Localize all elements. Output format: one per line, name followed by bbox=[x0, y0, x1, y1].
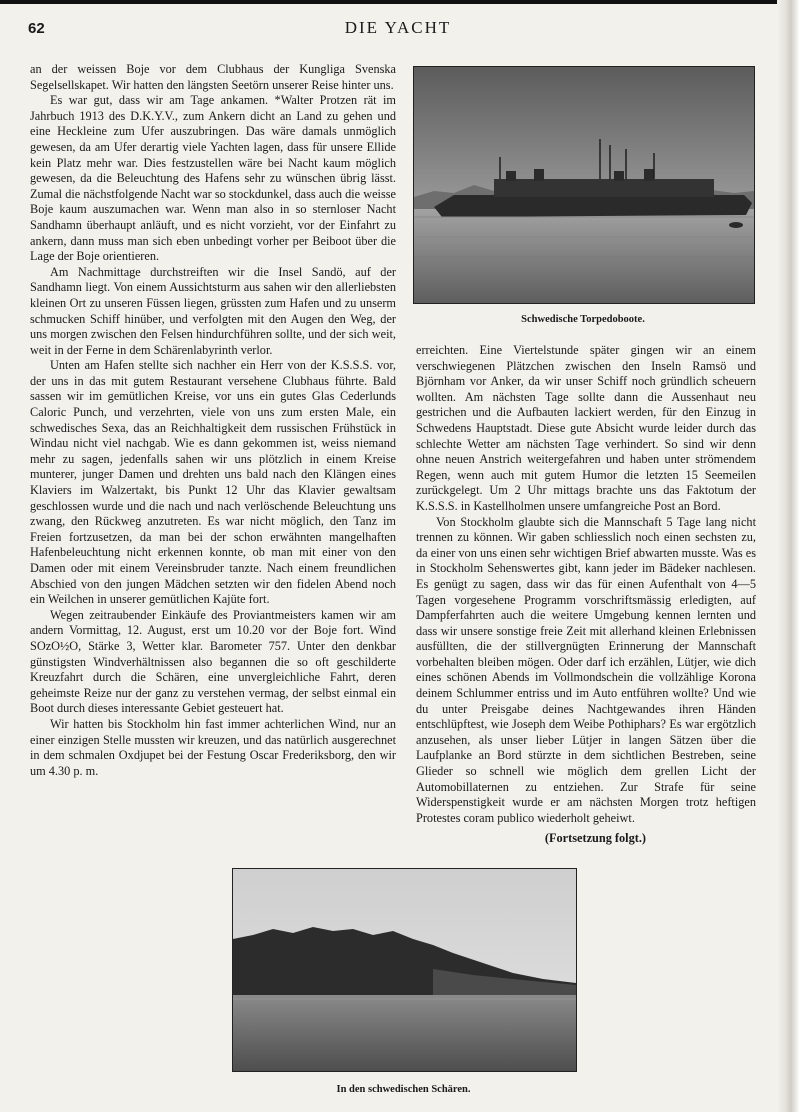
page-binding-edge bbox=[777, 0, 799, 1112]
torpedo-boats-caption: Schwedische Torpedoboote. bbox=[521, 314, 645, 325]
continuation-note: (Fortsetzung folgt.) bbox=[544, 831, 646, 846]
page-top-edge bbox=[0, 0, 799, 4]
paragraph: Unten am Hafen stellte sich nachher ein Herr von der K.S.S.S. vor, der uns in das mit gutem Restaurant versehene Clubhaus führte. Bald sassen wir im gemütlichen Kreise, vor uns ein gutes Glas Cederlunds Caloric Punch, und verzehrten, viele von uns zum ersten Male, ein schwedisches Sexa, das an Reichhaltigkeit dem russischen Frühstück in Windau nicht viel nachgab. Wie es dann gekommen ist, weiss niemand mehr zu sagen, jedenfalls sahen wir uns plötzlich in einem Kreise munterer, junger Damen und drehten uns bald nach den Klängen eines Klaviers im Walzertakt, bis Punkt 12 Uhr das Klavier gewaltsam geschlossen wurde und die nach und nach verlöschende Beleuchtung uns zwang, den Rückweg anzutreten. Es war nicht möglich, den Tanz im Freien fortzusetzen, da man bei der schon erwähnten mangelhaften Hafenbeleuchtung nicht erkennen konnte, ob man mit einer von den Damen oder mit einem Vereinsbruder tanzte. Nach einem freundlichen Abschied von den jungen Mädchen setzten wir den fidelen Abend noch ein Weilchen in unserer gemütlichen Kajüte fort. bbox=[30, 358, 396, 607]
paragraph: Es war gut, dass wir am Tage ankamen. *Walter Protzen rät im Jahrbuch 1913 des D.K.Y.V., zum Ankern dicht an Land zu gehen und eine Heckleine zum Ufer auszubringen. Das wäre damals unmöglich gewesen, da am Ufer derartig viele Yachten lagen, dass für unsere Ellide kein Platz mehr war. Dies festzustellen wäre bei Nacht kaum möglich gewesen, da die Beleuchtung des Hafens sehr zu wünschen übrig lässt. Zumal die nächstfolgende Nacht war so stockdunkel, dass auch die weisse Boje kaum auszumachen war. Wenn man also in so sternloser Nacht Sandhamn überhaupt anläuft, und es nicht vorzieht, vor der Einfahrt zu ankern, dann muss man sich eben unbedingt vorher per Beiboot über die Lage der Boje orientieren. bbox=[30, 93, 396, 264]
paragraph: Von Stockholm glaubte sich die Mannschaft 5 Tage lang nicht trennen zu können. Wir gaben schliesslich noch einen sechsten zu, da einer von uns einen sehr wichtigen Brief abwarten musste. Was es in Stockholm Sehenswertes gibt, kann jeder im Bädeker nachlesen. Es genügt zu sagen, dass wir das für einen Aufenthalt von 4—5 Tagen vorgesehene Programm vorschriftsmässig erledigten, auf Dampferfahrten auch die weitere Umgebung kennen lernten und dass wir unsere sonstige freie Zeit mit allerhand kleinen Erlebnissen ausfüllten, die der stillvergnügten Erinnerung der Mannschaft vorbehalten bleiben mögen. Oder darf ich erzählen, Lütjer, wie dich eines schönen Abends im Vollmondschein die vollzählige Korona deinem Schlummer entriss und im Auto entführen wollte? Und wie du unter Preisgabe deines Nachtgewandes ihren Händen entschlüpftest, wie Joseph dem Weibe Pothiphars? Es war ergötzlich anzusehen, als unser lieber Lütjer in langen Sätzen über die Laufplanke an Bord stürzte in dem sichtlichen Bestreben, seine Glieder so schnell wie möglich dem grellen Licht der Automobillaternen zu entziehen. Zur Strafe für seine Widerspenstigkeit wurde er am nächsten Morgen trotz heftigen Protestes coram publico wiederholt geheiwt. bbox=[416, 514, 756, 825]
paragraph: Wegen zeitraubender Einkäufe des Proviantmeisters kamen wir am andern Vormittag, 12. August, erst um 10.20 vor der Boje fort. Wind SOzO½O, Stärke 3, Wetter klar. Barometer 757. Unter den denkbar günstigsten Windverhältnissen also begannen die so oft geschilderte Kreuzfahrt durch die Schären, eine unvergleichliche Fahrt, deren geheimste Reize nur der ganz zu verstehen vermag, der selbst einmal ein Boot durch dieses interessante Gebiet gesteuert hat. bbox=[30, 607, 396, 716]
paragraph: Wir hatten bis Stockholm hin fast immer achterlichen Wind, nur an einer einzigen Stelle mussten wir kreuzen, und das natürlich ausgerechnet in dem schmalen Oxdjupet bei der Festung Oscar Frederiksborg, den wir um 4.30 p. m. bbox=[30, 716, 396, 778]
archipelago-photo bbox=[232, 868, 577, 1072]
page-title: DIE YACHT bbox=[344, 18, 452, 37]
left-column bbox=[30, 62, 396, 779]
page-number: 62 bbox=[28, 20, 45, 37]
paragraph: erreichten. Eine Viertelstunde später gingen wir an einem verschwiegenen Plätzchen zwischen den Inseln Ramsö und Björnham vor Anker, da wir unser Schiff noch gründlich scheuern wollten. Am nächsten Tage sollte dann die Aussenhaut neu gestrichen und die Aufbauten lackiert werden, für den Einzug in Schwedens Hauptstadt. Diese gute Absicht wurde leider durch das schlechte Wetter am nächsten Tage verhindert. So sind wir denn ohne neuen Anstrich weitergefahren und haben unter strömendem Regen, wenn auch mit gutem Humor die letzten 15 Seemeilen zurückgelegt. Um 2 Uhr mittags brachte uns das Faktotum der K.S.S.S. in Kastellholmen unsere umfangreiche Post an Bord. bbox=[416, 343, 756, 513]
archipelago-caption: In den schwedischen Schären. bbox=[336, 1084, 471, 1095]
right-column bbox=[416, 343, 756, 847]
paragraph: an der weissen Boje vor dem Clubhaus der Kungliga Svenska Segelsellskapet. Wir hatten den längsten Seetörn unserer Reise hinter uns. bbox=[30, 62, 396, 92]
paragraph: Am Nachmittage durchstreiften wir die Insel Sandö, auf der Sandhamn liegt. Von einem Aussichtsturm aus sahen wir den allerliebsten kleinen Ort zu unseren Füssen liegen, grüssten zum Hafen und zu unserm schmucken Schiff hinüber, und verfolgten mit den Augen den Weg, der uns morgen zwischen den Felsen hindurchführen sollte, und der sich weit, weit in der Ferne in dem Schärenlabyrinth verlor. bbox=[30, 264, 396, 357]
page-header bbox=[28, 18, 768, 44]
torpedo-boats-photo bbox=[413, 66, 755, 304]
